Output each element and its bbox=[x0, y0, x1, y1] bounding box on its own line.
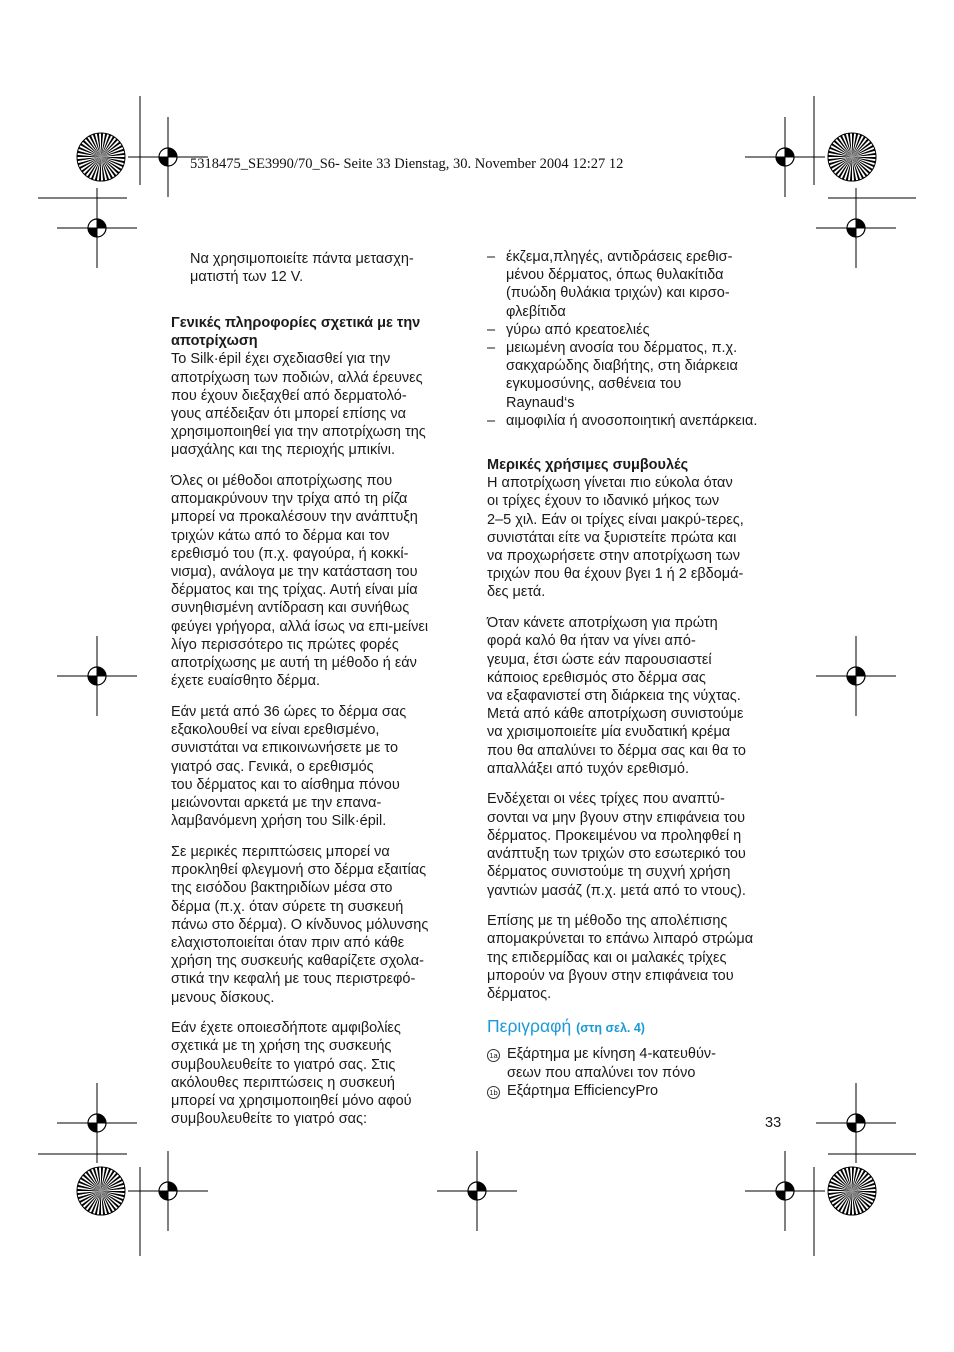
registration-crosshair bbox=[816, 188, 896, 268]
registration-crosshair bbox=[57, 188, 137, 268]
registration-crosshair bbox=[816, 1083, 896, 1163]
registration-crosshair bbox=[745, 117, 825, 197]
list-item bbox=[487, 412, 787, 430]
intro-text: Να χρησιμοποιείτε πάντα μετασχη- ματιστή των 12 V. bbox=[190, 251, 414, 286]
list-item bbox=[487, 248, 787, 321]
part-list-item bbox=[487, 1082, 787, 1100]
registration-crosshair bbox=[745, 1151, 825, 1231]
paragraph: Εάν μετά από 36 ώρες το δέρμα σας εξακολουθεί να είναι ερεθισμένο, συνιστάται να επικοινωνήσετε με το γιατρό σας. Γενικά, ο ερεθισμός του δέρματος και το αίσθημα πόνου μειώνονται αρκετά με την επανα- λαμβανόμενη χρήση του Silk·épil. bbox=[171, 703, 407, 830]
tips-heading: Μερικές χρήσιμες συμβουλές bbox=[487, 457, 689, 474]
part-list-item bbox=[487, 1045, 787, 1081]
circled-marker: 1b bbox=[487, 1086, 500, 1099]
star-target bbox=[828, 1167, 876, 1215]
dash-bullet: – bbox=[487, 412, 496, 429]
star-target bbox=[77, 133, 125, 181]
star-target bbox=[77, 1167, 125, 1215]
list-item-text: γύρω από κρεατοελιές bbox=[506, 321, 650, 338]
registration-crosshair bbox=[57, 636, 137, 716]
page-number: 33 bbox=[765, 1115, 782, 1131]
paragraph: Εάν έχετε οποιεσδήποτε αμφιβολίες σχετικά με τη χρήση της συσκευής συμβουλευθείτε το γιατρό σας. Στις ακόλουθες περιπτώσεις η συσκευή μπορεί να χρησιμοποιηθεί μόνο αφού συμβουλευθείτε το γιατρό σας: bbox=[171, 1020, 412, 1128]
right-column bbox=[487, 248, 787, 1100]
paragraph: Όταν κάνετε αποτρίχωση για πρώτη φορά καλό θα ήταν να γίνει από- γευμα, έτσι ώστε εάν παρουσιαστεί κάποιος ερεθισμός στο δέρμα σας να εξαφανιστεί στη διάρκεια της νύχτας. Μετά από κάθε αποτρίχωση συνιστούμε να χρισιμοποιείτε μία ενυδατική κρέμα που θα απαλύνει το δέρμα σας και θα το απαλλάξει από τυχόν ερεθισμό. bbox=[487, 615, 746, 777]
star-target bbox=[828, 133, 876, 181]
section-page-ref: (στη σελ. 4) bbox=[576, 1021, 645, 1036]
paragraph: Ενδέχεται οι νέες τρίχες που αναπτύ- σονται να μην βγουν στην επιφάνεια του δέρματος. Προκειμένου να προληφθεί η ανάπτυξη των τριχών στο εσωτερικό του δέρματος συνιστούμε τη συχνή χρήση γαντιών μασάζ (π.χ. μετά από το ντους). bbox=[487, 791, 746, 899]
circled-marker: 1a bbox=[487, 1049, 500, 1062]
paragraph: Σε μερικές περιπτώσεις μπορεί να προκληθεί φλεγμονή στο δέρμα εξαιτίας της εισόδου βακτηριδίων μέσα στο δέρμα (π.χ. όταν σύρετε τη συσκευή πάνω στο δέρμα). Ο κίνδυνος μόλυνσης ελαχιστοποιείται όταν πριν από κάθε χρήση της συσκευής καθαρίζετε σχολα- στικά την κεφαλή με τους περιστρεφό- μενους δίσκους. bbox=[171, 843, 429, 1006]
registration-crosshair bbox=[57, 1083, 137, 1163]
paragraph: Το Silk·épil έχει σχεδιασθεί για την αποτρίχωση των ποδιών, αλλά έρευνες που έχουν διεξαχθεί από δερματολό- γους απέδειξαν ότι μπορεί επίσης να χρησιμοποιηθεί για την αποτρίχωση της μασχάλης και της περιοχής μπικίνι. bbox=[171, 351, 426, 459]
list-item-text: αιμοφιλία ή ανοσοποιητική ανεπάρκεια. bbox=[506, 412, 758, 429]
description-section-title bbox=[487, 1017, 787, 1037]
dash-bullet: – bbox=[487, 321, 496, 338]
list-item bbox=[487, 339, 787, 412]
paragraph: Όλες οι μέθοδοι αποτρίχωσης που απομακρύνουν την τρίχα από τη ρίζα μπορεί να προκαλέσουν την ανάπτυξη τριχών κάτω από το δέρμα και τον ερεθισμό του (π.χ. φαγούρα, ή κοκκί- νισμα), ανάλογα με την κατάσταση του δέρματος και της τρίχας. Αυτή είναι μία συνηθισμένη αντίδραση και συνήθως φεύγει γρήγορα, αλλά ίσως να επι-μείνει λίγο περισσότερο τις πρώτες φορές αποτρίχωσης με αυτή τη μέθοδο ή εάν έχετε ευαίσθητο δέρμα. bbox=[171, 473, 429, 690]
general-info-heading: Γενικές πληροφορίες σχετικά με την αποτρίχωση bbox=[171, 314, 421, 350]
list-item-text: μειωμένη ανοσία του δέρματος, π.χ. σακχαρώδης διαβήτης, στη διάρκεια εγκυμοσύνης, ασθένεια του Raynaud‘s bbox=[506, 340, 738, 411]
list-item-text: έκζεμα,πληγές, αντιδράσεις ερεθισ- μένου δέρματος, όπως θυλακίτιδα (πυώδη θυλάκια τριχών) και κιρσο- φλεβίτιδα bbox=[506, 249, 733, 320]
dash-bullet: – bbox=[487, 340, 496, 357]
registration-crosshair bbox=[816, 636, 896, 716]
part-text: Εξάρτημα EfficiencyPro bbox=[507, 1082, 659, 1099]
list-item bbox=[487, 321, 787, 339]
paragraph: Η αποτρίχωση γίνεται πιο εύκολα όταν οι τρίχες έχουν το ιδανικό μήκος των 2–5 χιλ. Εάν οι τρίχες είναι μακρύ-τερες, συνιστάται είτε να ξυριστείτε πρώτα και να προχωρήσετε στην αποτρίχωση των τριχών που θα έχουν βγει 1 ή 2 εβδομά- δες μετά. bbox=[487, 475, 744, 601]
paragraph: Επίσης με τη μέθοδο της απολέπισης απομακρύνεται το επάνω λιπαρό στρώμα της επιδερμίδας και οι μαλακές τρίχες μπορούν να βγουν στην επιφάνεια του δέρματος. bbox=[487, 913, 754, 1003]
registration-crosshair bbox=[437, 1151, 517, 1231]
left-column bbox=[171, 250, 471, 1141]
part-text: Εξάρτημα με κίνηση 4-κατευθύν- σεων που απαλύνει τον πόνο bbox=[507, 1046, 716, 1081]
section-title-text: Περιγραφή bbox=[487, 1016, 572, 1037]
print-slug-line: 5318475_SE3990/70_S6- Seite 33 Dienstag, 30. November 2004 12:27 12 bbox=[190, 156, 624, 172]
dash-bullet: – bbox=[487, 249, 496, 265]
